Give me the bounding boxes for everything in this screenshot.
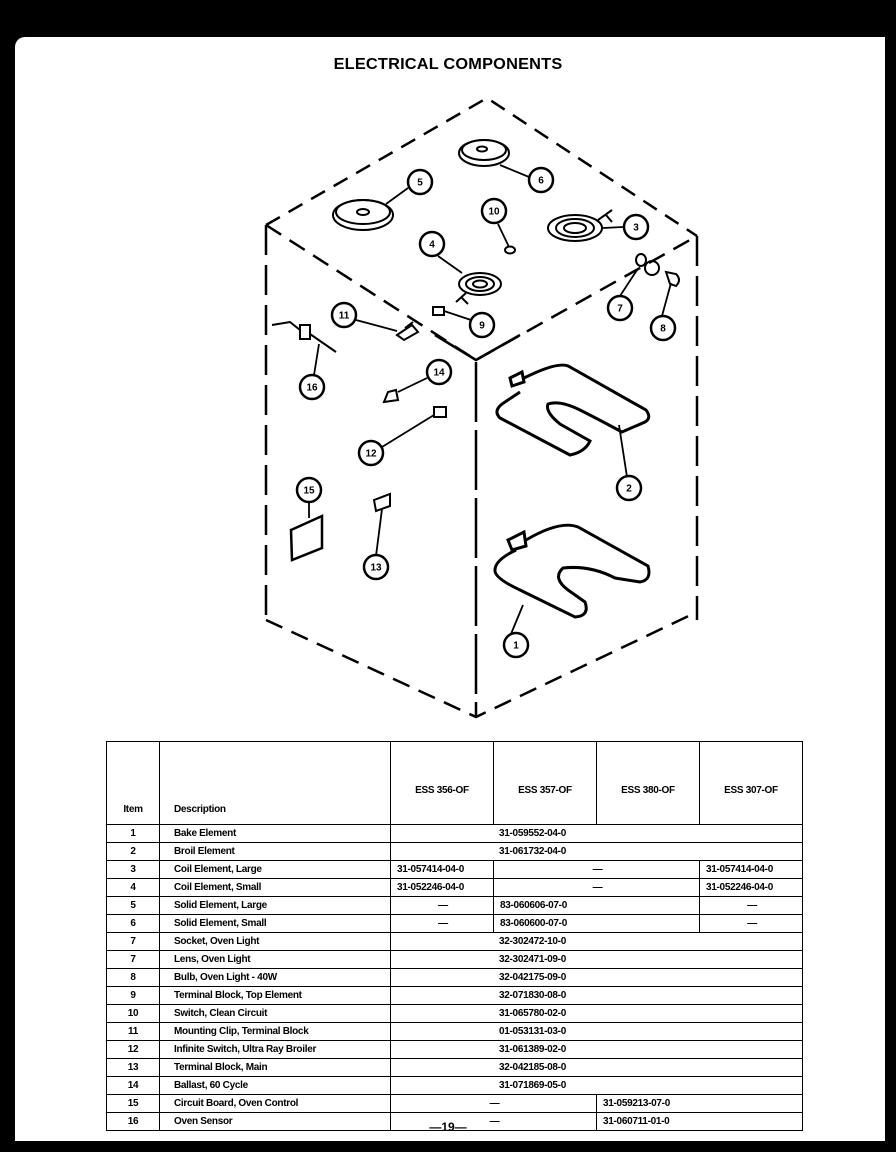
- item-number: 14: [107, 1077, 160, 1095]
- part-number-cell: 31-059552-04-0: [391, 825, 803, 843]
- page-title: ELECTRICAL COMPONENTS: [333, 56, 563, 73]
- callout-12: [359, 441, 383, 465]
- callout-8: [651, 316, 675, 340]
- mounting-clip-icon: [397, 322, 418, 340]
- item-description: Coil Element, Large: [160, 861, 391, 879]
- item-number: 13: [107, 1059, 160, 1077]
- oven-sensor-icon: [272, 322, 336, 352]
- parts-table: [106, 741, 803, 1131]
- table-row: [107, 933, 803, 951]
- part-number-cell: 31-071869-05-0: [391, 1077, 803, 1095]
- table-row: [107, 1005, 803, 1023]
- part-number-cell: —: [391, 915, 494, 933]
- svg-text:4: 4: [429, 239, 435, 251]
- item-description: Lens, Oven Light: [160, 951, 391, 969]
- item-number: 9: [107, 987, 160, 1005]
- item-number: 2: [107, 843, 160, 861]
- coil-element-large-icon: [548, 210, 612, 241]
- part-number-cell: 31-052246-04-0: [700, 879, 803, 897]
- part-number-cell: 32-302471-09-0: [391, 951, 803, 969]
- part-number-cell: —: [391, 897, 494, 915]
- svg-text:13: 13: [370, 562, 382, 574]
- part-number-cell: 31-061389-02-0: [391, 1041, 803, 1059]
- part-number-cell: 31-061732-04-0: [391, 843, 803, 861]
- svg-text:11: 11: [338, 310, 350, 322]
- svg-text:9: 9: [479, 320, 485, 332]
- header-model-3: ESS 380-OF: [597, 742, 700, 825]
- part-number-cell: 31-057414-04-0: [391, 861, 494, 879]
- svg-text:3: 3: [633, 222, 639, 234]
- ballast-icon: [384, 390, 398, 402]
- item-description: Terminal Block, Main: [160, 1059, 391, 1077]
- callout-16: [300, 375, 324, 399]
- header-item: Item: [107, 742, 160, 825]
- part-number-cell: 32-071830-08-0: [391, 987, 803, 1005]
- solid-element-large-icon: [333, 200, 393, 230]
- svg-text:14: 14: [433, 367, 445, 379]
- oven-light-bulb-icon: [666, 272, 679, 286]
- bake-element-icon: [495, 525, 649, 617]
- circuit-board-icon: [291, 516, 322, 560]
- part-number-cell: 32-042175-09-0: [391, 969, 803, 987]
- callout-10: [482, 199, 506, 223]
- item-number: 3: [107, 861, 160, 879]
- svg-text:5: 5: [417, 177, 423, 189]
- svg-text:6: 6: [538, 175, 544, 187]
- item-number: 6: [107, 915, 160, 933]
- svg-text:12: 12: [365, 448, 377, 460]
- item-description: Coil Element, Small: [160, 879, 391, 897]
- page-number: —19—: [429, 1120, 467, 1134]
- callout-13: [364, 555, 388, 579]
- item-number: 7: [107, 933, 160, 951]
- part-number-cell: —: [391, 1113, 597, 1131]
- item-description: Oven Sensor: [160, 1113, 391, 1131]
- callout-14: [427, 360, 451, 384]
- parts-table-body: [107, 825, 803, 1131]
- table-row: [107, 861, 803, 879]
- item-description: Bulb, Oven Light - 40W: [160, 969, 391, 987]
- svg-text:10: 10: [488, 206, 500, 218]
- svg-text:16: 16: [306, 382, 318, 394]
- part-number-cell: 32-042185-08-0: [391, 1059, 803, 1077]
- callout-9: [470, 313, 494, 337]
- item-description: Terminal Block, Top Element: [160, 987, 391, 1005]
- callout-1: [504, 633, 528, 657]
- part-number-cell: —: [494, 879, 700, 897]
- table-row: [107, 969, 803, 987]
- svg-text:2: 2: [626, 483, 632, 495]
- table-header-row: [107, 742, 803, 825]
- part-number-cell: 32-302472-10-0: [391, 933, 803, 951]
- table-row: [107, 1041, 803, 1059]
- callout-7: [608, 296, 632, 320]
- solid-element-small-icon: [459, 140, 509, 166]
- item-description: Mounting Clip, Terminal Block: [160, 1023, 391, 1041]
- part-number-cell: 83-060600-07-0: [494, 915, 700, 933]
- part-number-cell: —: [700, 897, 803, 915]
- terminal-block-main-icon: [374, 494, 390, 511]
- callout-4: [420, 232, 444, 256]
- part-number-cell: 31-057414-04-0: [700, 861, 803, 879]
- part-number-cell: 31-060711-01-0: [597, 1113, 803, 1131]
- item-description: Bake Element: [160, 825, 391, 843]
- svg-text:15: 15: [303, 485, 315, 497]
- table-row: [107, 1059, 803, 1077]
- item-description: Solid Element, Large: [160, 897, 391, 915]
- svg-text:7: 7: [617, 303, 623, 315]
- item-number: 12: [107, 1041, 160, 1059]
- item-number: 7: [107, 951, 160, 969]
- item-description: Broil Element: [160, 843, 391, 861]
- broil-element-icon: [497, 365, 649, 455]
- table-row: [107, 987, 803, 1005]
- terminal-block-top-icon: [433, 307, 444, 315]
- callout-11: [332, 303, 356, 327]
- box-outline: [266, 98, 697, 717]
- item-description: Socket, Oven Light: [160, 933, 391, 951]
- item-number: 5: [107, 897, 160, 915]
- item-number: 11: [107, 1023, 160, 1041]
- item-number: 15: [107, 1095, 160, 1113]
- item-number: 8: [107, 969, 160, 987]
- item-number: 4: [107, 879, 160, 897]
- item-number: 10: [107, 1005, 160, 1023]
- coil-element-small-icon: [456, 273, 501, 304]
- header-model-1: ESS 356-OF: [391, 742, 494, 825]
- part-number-cell: —: [700, 915, 803, 933]
- part-number-cell: —: [494, 861, 700, 879]
- item-description: Infinite Switch, Ultra Ray Broiler: [160, 1041, 391, 1059]
- header-description: Description: [160, 742, 391, 825]
- part-number-cell: —: [391, 1095, 597, 1113]
- leader-lines: [309, 165, 671, 646]
- item-description: Solid Element, Small: [160, 915, 391, 933]
- table-row: [107, 1077, 803, 1095]
- part-number-cell: 31-059213-07-0: [597, 1095, 803, 1113]
- header-model-4: ESS 307-OF: [700, 742, 803, 825]
- part-number-cell: 83-060606-07-0: [494, 897, 700, 915]
- item-number: 1: [107, 825, 160, 843]
- table-row: [107, 1095, 803, 1113]
- table-row: [107, 879, 803, 897]
- table-row: [107, 897, 803, 915]
- oven-light-socket-icon: [636, 254, 659, 275]
- table-row: [107, 951, 803, 969]
- table-row: [107, 1023, 803, 1041]
- svg-text:8: 8: [660, 323, 666, 335]
- table-row: [107, 843, 803, 861]
- item-description: Switch, Clean Circuit: [160, 1005, 391, 1023]
- infinite-switch-icon: [434, 407, 446, 417]
- callout-3: [624, 215, 648, 239]
- part-number-cell: 31-065780-02-0: [391, 1005, 803, 1023]
- item-description: Ballast, 60 Cycle: [160, 1077, 391, 1095]
- callout-15: [297, 478, 321, 502]
- callout-2: [617, 476, 641, 500]
- callout-5: [408, 170, 432, 194]
- callout-6: [529, 168, 553, 192]
- table-row: [107, 915, 803, 933]
- svg-text:1: 1: [513, 640, 519, 652]
- table-row: [107, 825, 803, 843]
- item-description: Circuit Board, Oven Control: [160, 1095, 391, 1113]
- item-number: 16: [107, 1113, 160, 1131]
- header-model-2: ESS 357-OF: [494, 742, 597, 825]
- part-number-cell: 31-052246-04-0: [391, 879, 494, 897]
- clean-switch-icon: [505, 247, 515, 254]
- part-number-cell: 01-053131-03-0: [391, 1023, 803, 1041]
